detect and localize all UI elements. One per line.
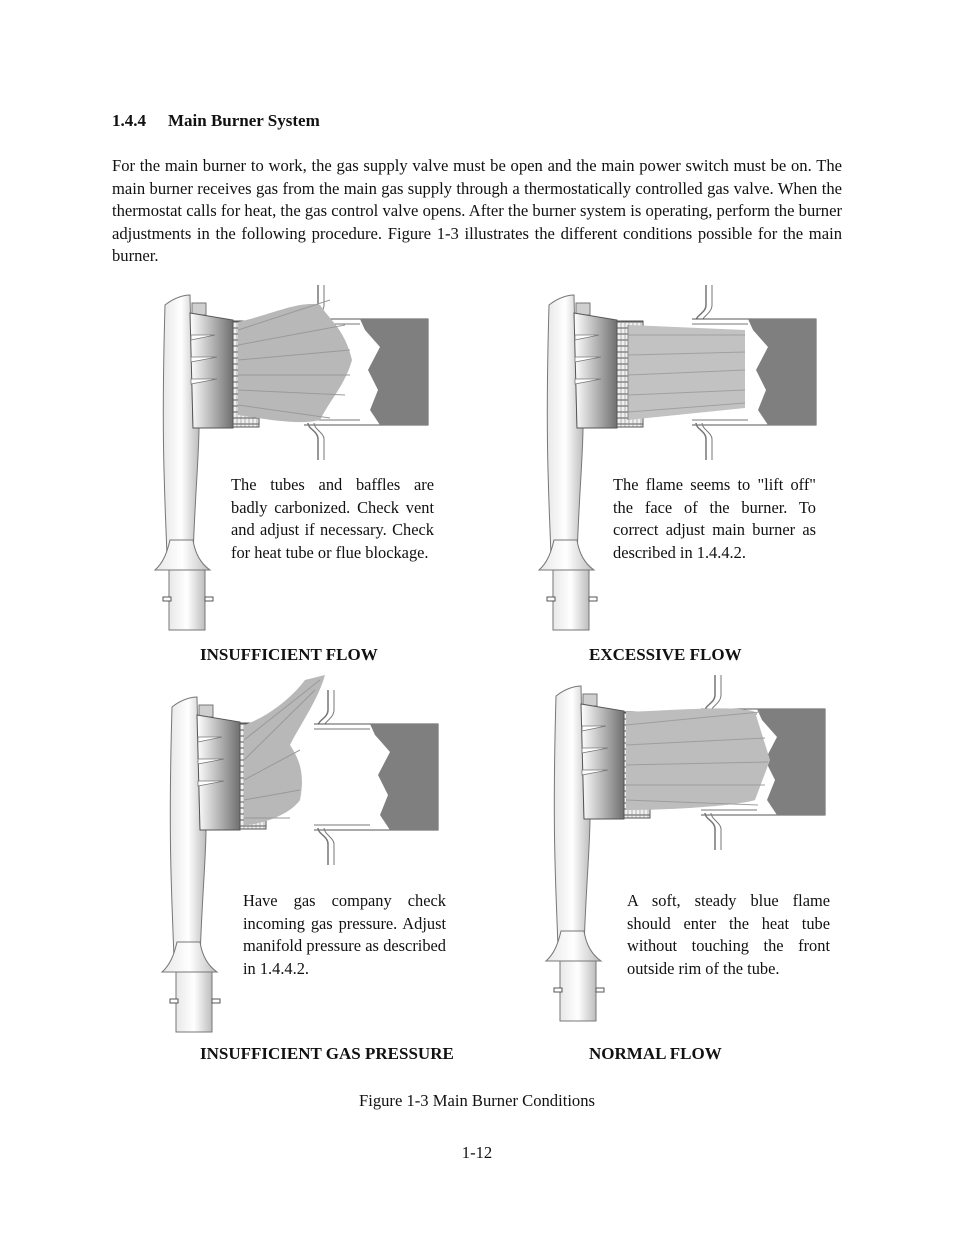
panel-caption: EXCESSIVE FLOW (589, 645, 742, 664)
panel-note: Have gas company check incoming gas pressure. Adjust manifold pressure as described in 1.4.4.2. (243, 891, 446, 978)
intro-paragraph: For the main burner to work, the gas supply valve must be open and the main power switch must be on. The main burner receives gas from the main gas supply through a thermostatically controlled gas valve. When the thermostat calls for heat, the gas control valve opens. After the burner system is operating, perform the burner adjustments in the following procedure. Figure 1-3 illustrates the different conditions possible for the main burner. (112, 156, 842, 265)
page-number: 1-12 (461, 1143, 493, 1162)
section-title: Main Burner System (168, 111, 320, 130)
panel-note: A soft, steady blue flame should enter the heat tube without touching the front outside rim of the tube. (627, 891, 830, 978)
flame-normal (626, 708, 770, 810)
panel-note: The tubes and baffles are badly carbonized. Check vent and adjust if necessary. Check for heat tube or flue blockage. (231, 475, 434, 562)
panel-caption: INSUFFICIENT GAS PRESSURE (200, 1044, 454, 1063)
figure-caption: Figure 1-3 Main Burner Conditions (359, 1091, 595, 1110)
panel-caption: NORMAL FLOW (589, 1044, 722, 1063)
section-number: 1.4.4 (112, 111, 146, 130)
panel-note: The flame seems to "lift off" the face of the burner. To correct adjust main burner as described in 1.4.4.2. (613, 475, 816, 562)
panel-caption: INSUFFICIENT FLOW (200, 645, 378, 664)
